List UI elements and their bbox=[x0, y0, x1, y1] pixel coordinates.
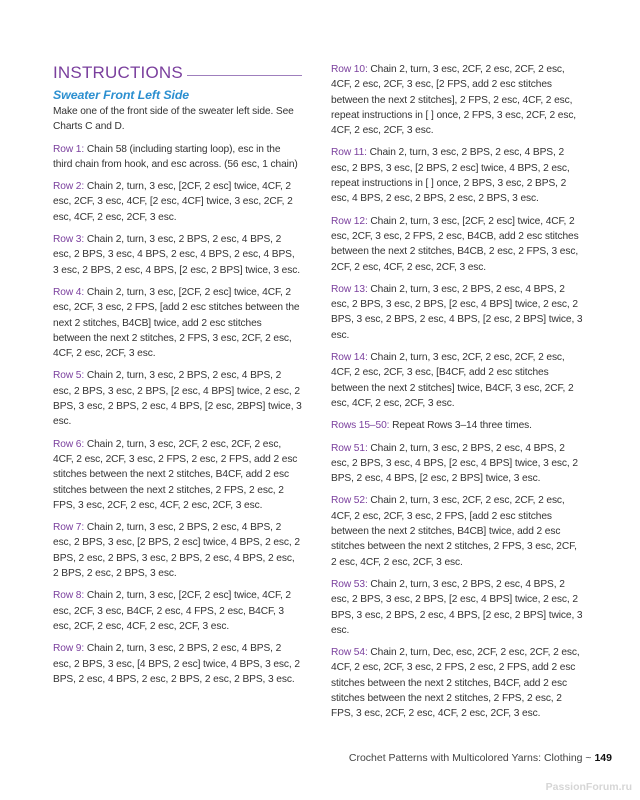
row-text: Chain 2, turn, 3 esc, 2 BPS, 2 esc, 4 BPS, 2 esc, 2 BPS, 3 esc, [2 BPS, 2 esc] twice, 4 BPS, 2 esc, 2 BPS, 2 esc, 2 BPS, 3 esc, 2 BPS, 2 esc, 4 BPS, 2 esc, 2 BPS, 2 esc, 2 BPS, 3 esc. bbox=[53, 522, 300, 580]
row-label: Row 12: bbox=[331, 215, 368, 227]
rows-right-list bbox=[331, 62, 583, 722]
page-footer bbox=[349, 752, 612, 764]
row-label: Row 54: bbox=[331, 647, 368, 659]
instruction-row bbox=[331, 577, 583, 638]
instruction-row bbox=[53, 368, 302, 429]
instruction-row bbox=[331, 493, 583, 569]
instruction-row bbox=[53, 179, 302, 225]
row-label: Row 13: bbox=[331, 283, 368, 295]
row-text: Chain 2, turn, 3 esc, 2CF, 2 esc, 2CF, 2 esc, 4CF, 2 esc, 2CF, 3 esc, 2 FPS, 2 esc, 2 FPS, add 2 esc stitches between the next 2 stitches, B4CF, add 2 esc stitches between the next 2 stitches, 2 FPS, 2 esc, 2 FPS, 3 esc, 2CF, 2 esc, 4CF, 2 esc, 2CF, 3 esc. bbox=[53, 438, 298, 511]
row-text: Chain 2, turn, 3 esc, 2 BPS, 2 esc, 4 BPS, 2 esc, 2 BPS, 3 esc, 2 BPS, [2 esc, 4 BPS] twice, 2 esc, 2 BPS, 3 esc, 2 BPS, 2 esc, 4 BPS, [2 esc, 2 BPS] twice, 3 esc. bbox=[331, 578, 583, 636]
watermark: PassionForum.ru bbox=[545, 781, 632, 793]
instruction-row bbox=[53, 588, 302, 634]
heading-rule bbox=[187, 75, 302, 76]
row-label: Row 2: bbox=[53, 181, 85, 193]
section-title: INSTRUCTIONS bbox=[53, 63, 183, 82]
row-text: Chain 2, turn, 3 esc, 2CF, 2 esc, 2CF, 2 esc, 4CF, 2 esc, 2CF, 3 esc, [B4CF, add 2 esc stitches between the next 2 stitches] twice, B4CF, 3 esc, 2CF, 2 esc, 4CF, 2 esc, 2CF, 3 esc. bbox=[331, 352, 574, 409]
row-label: Row 1: bbox=[53, 143, 85, 155]
instruction-row bbox=[53, 520, 302, 581]
instruction-row bbox=[331, 645, 583, 721]
row-text: Chain 2, turn, 3 esc, 2 BPS, 2 esc, 4 BPS, 2 esc, 2 BPS, 3 esc, 2 BPS, [2 esc, 4 BPS] twice, 2 esc, 2 BPS, 3 esc, 2 BPS, 2 esc, 4 BPS, [2 esc, 2 BPS] twice, 3 esc. bbox=[331, 283, 583, 341]
row-text: Chain 2, turn, 3 esc, [2CF, 2 esc] twice, 4CF, 2 esc, 2CF, 3 esc, 2 FPS, 2 esc, B4CB, add 2 esc stitches between the next 2 stitches, B4CB, 2 esc, 2 FPS, 3 esc, 2CF, 2 esc, 4CF, 2 esc, 2CF, 3 esc. bbox=[331, 215, 579, 273]
intro-paragraph: Make one of the front side of the sweater left side. See Charts C and D. bbox=[53, 106, 294, 133]
instruction-row bbox=[53, 232, 302, 278]
row-label: Row 7: bbox=[53, 522, 85, 534]
rows-left-list bbox=[53, 142, 302, 688]
instruction-row bbox=[53, 437, 302, 513]
row-label: Rows 15–50: bbox=[331, 420, 390, 432]
row-label: Row 8: bbox=[53, 590, 85, 602]
row-label: Row 53: bbox=[331, 578, 368, 590]
row-label: Row 51: bbox=[331, 442, 368, 454]
row-text: Chain 2, turn, 3 esc, 2 BPS, 2 esc, 4 BPS, 2 esc, 2 BPS, 3 esc, [2 BPS, 2 esc] twice, 4 BPS, 2 esc, repeat instructions in [ ] once, 2 BPS, 3 esc, 2 BPS, 2 esc, 4 BPS, 2 esc, 2 BPS, 2 esc, 2 BPS, 3 esc. bbox=[331, 147, 570, 205]
instruction-row bbox=[53, 285, 302, 361]
row-label: Row 52: bbox=[331, 495, 368, 507]
instruction-row bbox=[331, 145, 583, 206]
instruction-row bbox=[331, 62, 583, 138]
page-number: 149 bbox=[594, 752, 612, 764]
row-text: Chain 2, turn, 3 esc, 2 BPS, 2 esc, 4 BPS, 2 esc, 2 BPS, 3 esc, 4 BPS, 2 esc, 4 BPS, 2 esc, 4 BPS, 3 esc, 2 BPS, 2 esc, 4 BPS, [2 esc, 2 BPS] twice, 3 esc. bbox=[53, 234, 300, 276]
instruction-row bbox=[331, 282, 583, 343]
row-text: Chain 2, turn, 3 esc, [2CF, 2 esc] twice, 4CF, 2 esc, 2CF, 3 esc, 4CF, [2 esc, 4CF] twice, 3 esc, 2CF, 2 esc, 4CF, 2 esc, 2CF, 3 esc. bbox=[53, 181, 293, 223]
instruction-row bbox=[53, 641, 302, 687]
row-label: Row 14: bbox=[331, 352, 368, 364]
row-label: Row 11: bbox=[331, 147, 367, 159]
row-text: Chain 2, turn, 3 esc, [2CF, 2 esc] twice, 4CF, 2 esc, 2CF, 3 esc, B4CF, 2 esc, 4 FPS, 2 esc, B4CF, 3 esc, 2CF, 2 esc, 4CF, 2 esc, 2CF, 3 esc. bbox=[53, 590, 291, 632]
section-heading-row bbox=[53, 62, 302, 84]
right-column bbox=[331, 62, 583, 729]
instruction-row bbox=[331, 214, 583, 275]
row-text: Chain 2, turn, Dec, esc, 2CF, 2 esc, 2CF, 2 esc, 4CF, 2 esc, 2CF, 3 esc, 2 FPS, 2 esc, 2 FPS, add 2 esc stitches between the next 2 stitches, B4CF, add 2 esc stitches between the next 2 stitches, 2 FPS, 2 esc, 2 FPS, 3 esc, 2CF, 2 esc, 4CF, 2 esc, 2CF, 3 esc. bbox=[331, 647, 580, 720]
left-column bbox=[53, 62, 302, 694]
row-text: Chain 2, turn, 3 esc, [2CF, 2 esc] twice, 4CF, 2 esc, 2CF, 3 esc, 2 FPS, [add 2 esc stitches between the next 2 stitches, B4CB] twice, add 2 esc stitches between the next 2 stitches, 2 FPS, 3 esc, 2CF, 2 esc, 4CF, 2 esc, 2CF, 3 esc. bbox=[53, 286, 300, 360]
row-text: Chain 2, turn, 3 esc, 2 BPS, 2 esc, 4 BPS, 2 esc, 2 BPS, 3 esc, 2 BPS, [2 esc, 4 BPS] twice, 2 esc, 2 BPS, 3 esc, 2 BPS, 2 esc, 4 BPS, [2 esc, 2BPS] twice, 3 esc. bbox=[53, 370, 302, 428]
row-text: Repeat Rows 3–14 three times. bbox=[389, 420, 532, 432]
row-text: Chain 2, turn, 3 esc, 2CF, 2 esc, 2CF, 2 esc, 4CF, 2 esc, 2CF, 3 esc, [2 FPS, add 2 esc stitches between the next 2 stitches], 2 FPS, 2 esc, 4CF, 2 esc, repeat instructions in [ ] once, 2 FPS, 3 esc, 2CF, 2 esc, 4CF, 2 esc, 2CF, 3 esc. bbox=[331, 64, 577, 137]
row-label: Row 9: bbox=[53, 643, 85, 655]
book-title: Crochet Patterns with Multicolored Yarns: Clothing ~ bbox=[348, 752, 595, 764]
row-text: Chain 2, turn, 3 esc, 2 BPS, 2 esc, 4 BPS, 2 esc, 2 BPS, 3 esc, 4 BPS, [2 esc, 4 BPS] twice, 3 esc, 2 BPS, 2 esc, 4 BPS, [2 esc, 2 BPS] twice, 3 esc. bbox=[331, 442, 578, 485]
row-label: Row 6: bbox=[53, 438, 85, 450]
instruction-row bbox=[331, 418, 583, 433]
row-label: Row 10: bbox=[331, 64, 368, 75]
row-label: Row 4: bbox=[53, 286, 85, 298]
row-text: Chain 2, turn, 3 esc, 2 BPS, 2 esc, 4 BPS, 2 esc, 2 BPS, 3 esc, [4 BPS, 2 esc] twice, 4 BPS, 3 esc, 2 BPS, 2 esc, 4 BPS, 2 esc, 2 BPS, 2 esc, 2 BPS, 3 esc. bbox=[53, 643, 300, 685]
row-label: Row 5: bbox=[53, 370, 85, 382]
instruction-row bbox=[53, 142, 302, 173]
instruction-row bbox=[331, 350, 583, 411]
instruction-row bbox=[331, 441, 583, 487]
row-label: Row 3: bbox=[53, 234, 85, 246]
row-text: Chain 2, turn, 3 esc, 2CF, 2 esc, 2CF, 2 esc, 4CF, 2 esc, 2CF, 3 esc, 2 FPS, [add 2 esc stitches between the next 2 stitches, B4CB] twice, add 2 esc stitches between the next 2 stitches, 2 FPS, 3 esc, 2CF, 2 esc, 4CF, 2 esc, 2CF, 3 esc. bbox=[331, 495, 577, 568]
section-subtitle: Sweater Front Left Side bbox=[53, 88, 190, 102]
row-text: Chain 58 (including starting loop), esc in the third chain from hook, and esc across. (56 esc, 1 chain) bbox=[53, 143, 298, 170]
